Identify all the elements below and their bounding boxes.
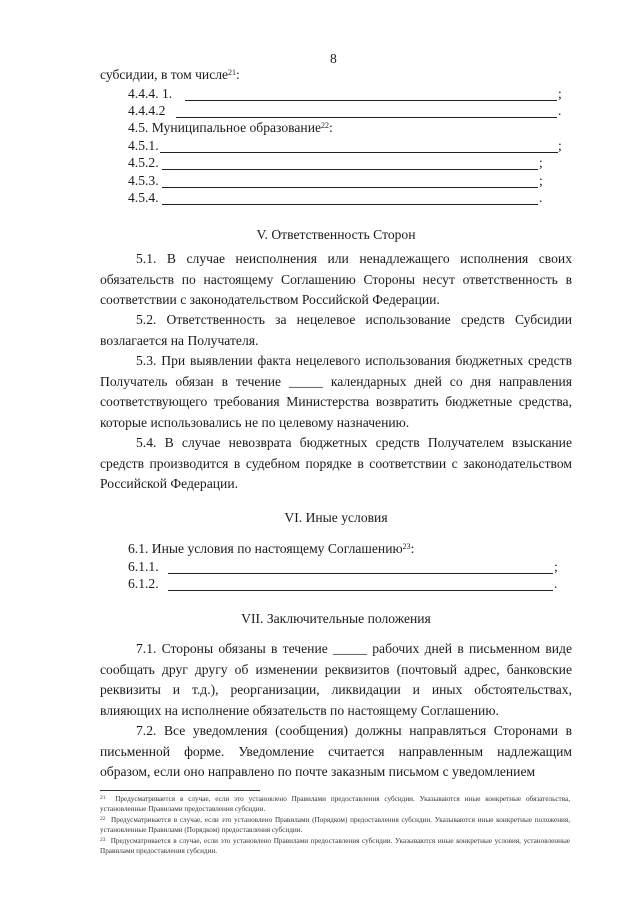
blank-line	[168, 590, 553, 591]
paragraph-text: 5.2. Ответственность за нецелевое использование средств Субсидии возлагается на Получателя.	[100, 312, 572, 348]
list-item-45: 4.5. Муниципальное образование$^{22}$:	[128, 120, 333, 135]
list-item: субсидии, в том числе$^{21}$:	[100, 67, 240, 82]
blank-line	[160, 152, 558, 153]
paragraph-text: 5.1. В случае неисполнения или ненадлежащего исполнения своих обязательств по настоящему Соглашению Стороны несут ответственность в соответствии с законодательством Российской Федерации.	[100, 251, 572, 307]
footnote-ref: 22	[321, 121, 330, 130]
paragraph-7-1	[100, 639, 572, 721]
punct: .	[554, 576, 558, 591]
blank-line	[168, 573, 553, 574]
list-item-453: 4.5.3.	[128, 173, 159, 188]
punct: ;	[558, 86, 562, 101]
list-item-612: 6.1.2.	[128, 576, 159, 591]
footnote-ref: 23	[402, 542, 411, 551]
item-text: 6.1. Иные условия по настоящему Соглашению	[128, 541, 403, 556]
blank-line	[176, 117, 557, 118]
item-text: 4.5. Муниципальное образование	[128, 120, 322, 135]
item-text: субсидии, в том числе	[100, 67, 229, 82]
punct: ;	[539, 173, 543, 188]
paragraph-text: 7.2. Все уведомления (сообщения) должны направляться Сторонами в письменной форме. Уведомление считается направленным надлежащим образом, если оно направлено по почте заказным письмом с уведомлением	[100, 723, 572, 779]
paragraph-text: 5.4. В случае невозврата бюджетных средств Получателем взыскание средств производится в судебном порядке в соответствии с законодательством Российской Федерации.	[100, 435, 572, 491]
footnote-ref: 21	[228, 68, 237, 77]
page-number: 8	[330, 51, 337, 66]
paragraph-7-2	[100, 721, 572, 783]
list-item-452: 4.5.2.	[128, 155, 159, 170]
footnote-separator	[100, 790, 260, 791]
blank-line	[162, 169, 538, 170]
footnote-number: 21	[100, 795, 106, 801]
footnote-text: Предусматривается в случае, если это установлено Правилами (Порядком) предоставления субсидии. Указываются иные конкретные положения, установленные Правилами (Порядком) предоставления субсидии.	[100, 816, 570, 834]
paragraph-5-1	[100, 249, 572, 311]
punct: ;	[554, 559, 558, 574]
footnote-text: Предусматривается в случае, если это установлено Правилами предоставления субсидии. Указываются иные конкретные обязательства, установленные Правилами предоставления субсидии.	[100, 795, 570, 813]
paragraph-text: 5.3. При выявлении факта нецелевого использования бюджетных средств Получатель обязан в течение _____ календарных дней со дня направления соответствующего требования Министерства возвратить бюджетные средства, которые использовались не по целевому назначению.	[100, 353, 572, 430]
section-heading: VII. Заключительные положения	[241, 611, 431, 626]
list-item-441: 4.4.4. 1.	[128, 86, 173, 101]
paragraph-5-3	[100, 351, 572, 433]
paragraph-5-4	[100, 433, 572, 495]
paragraph-5-2	[100, 310, 572, 351]
blank-line	[162, 204, 538, 205]
blank-line	[162, 187, 538, 188]
punct: ;	[539, 155, 543, 170]
punct: .	[558, 103, 562, 118]
paragraph-text: 7.1. Стороны обязаны в течение _____ рабочих дней в письменном виде сообщать друг другу об изменении реквизитов (почтовый адрес, банковские реквизиты и т.д.), реорганизации, ликвидации и иных обстоятельствах, влияющих на исполнение обязательств по настоящему Соглашению.	[100, 641, 572, 718]
list-item-611: 6.1.1.	[128, 559, 159, 574]
footnote-text: Предусматривается в случае, если это установлено Правилами предоставления субсидии. Указываются иные конкретные условия, установленные Правилами предоставления субсидии.	[100, 837, 570, 855]
punct: .	[539, 190, 543, 205]
footnote-23	[100, 836, 570, 856]
list-item-61: 6.1. Иные условия по настоящему Соглашению$^{23}$:	[128, 541, 415, 556]
punct: ;	[558, 138, 562, 153]
section-heading: V. Ответственность Сторон	[256, 227, 416, 242]
footnote-21	[100, 794, 570, 814]
footnote-22	[100, 815, 570, 835]
list-item-454: 4.5.4.	[128, 190, 159, 205]
footnote-number: 22	[100, 816, 106, 822]
blank-line	[185, 100, 557, 101]
list-item-451: 4.5.1.	[128, 138, 159, 153]
footnote-number: 23	[100, 837, 106, 843]
list-item-442: 4.4.4.2	[128, 103, 166, 118]
section-heading: VI. Иные условия	[284, 510, 388, 525]
